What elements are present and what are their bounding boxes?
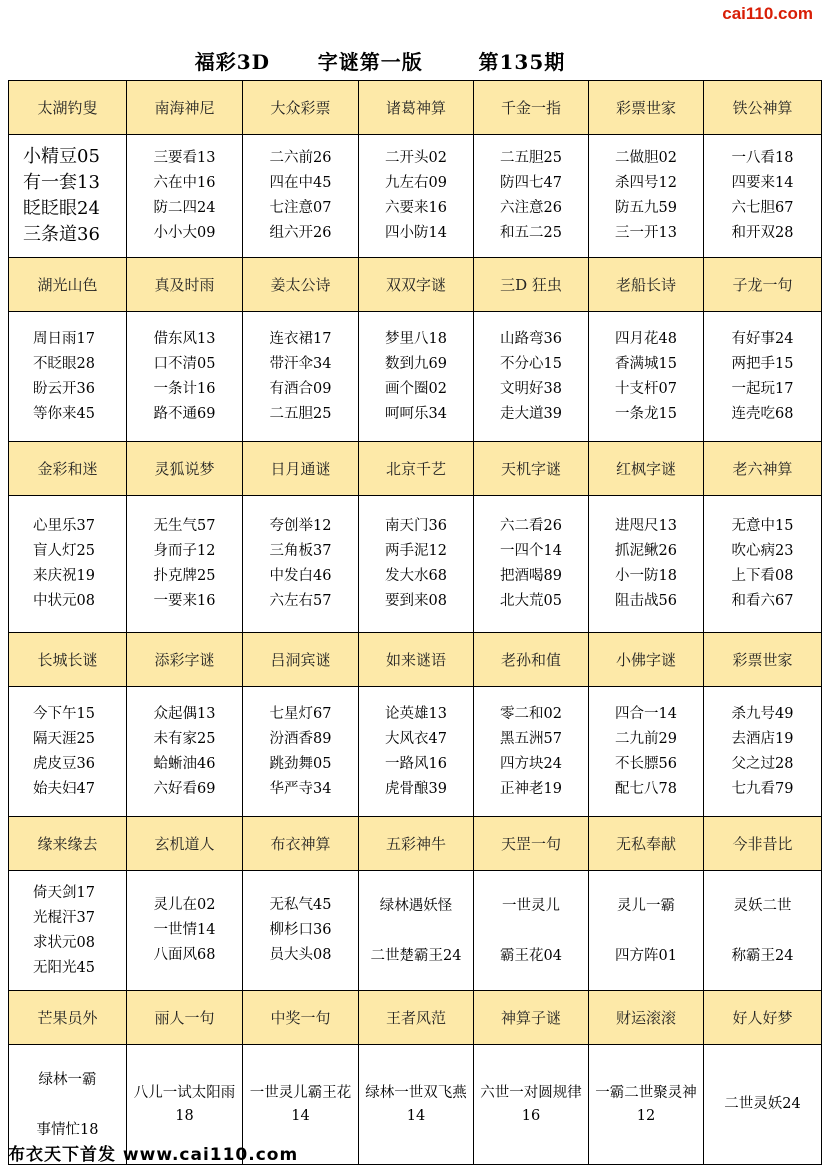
prediction-cell — [359, 871, 474, 991]
prediction-line: 连衣裙17 — [269, 330, 332, 347]
column-header: 今非昔比 — [704, 817, 822, 871]
prediction-line: 无意中15 — [731, 518, 794, 534]
prediction-cell — [359, 1045, 474, 1165]
column-header: 添彩字谜 — [127, 633, 243, 687]
column-header: 财运滚滚 — [589, 991, 704, 1045]
prediction-line: 四合一14 — [615, 705, 677, 722]
prediction-line: 北大荒05 — [500, 593, 562, 609]
prediction-line: 香满城15 — [615, 355, 677, 372]
prediction-line: 身而子12 — [153, 543, 216, 559]
prediction-line: 六二看26 — [500, 518, 562, 534]
prediction-cell — [127, 135, 243, 258]
prediction-line: 九左右09 — [385, 175, 447, 191]
column-header: 彩票世家 — [704, 633, 822, 687]
prediction-line: 七注意07 — [269, 200, 332, 216]
prediction-row — [9, 496, 822, 633]
prediction-line: 求状元08 — [33, 934, 95, 951]
prediction-line: 进咫尺13 — [615, 518, 677, 534]
prediction-line: 二世灵妖24 — [724, 1096, 801, 1112]
prediction-cell — [704, 871, 822, 991]
prediction-row — [9, 312, 822, 442]
prediction-line: 无私气45 — [269, 897, 332, 913]
prediction-row — [9, 135, 822, 258]
prediction-line: 今下午15 — [33, 705, 95, 722]
prediction-line: 论英雄13 — [385, 705, 447, 722]
prediction-cell — [589, 496, 704, 633]
prediction-line: 阻击战56 — [615, 593, 677, 609]
prediction-cell — [127, 496, 243, 633]
prediction-line: 一四个14 — [500, 543, 562, 559]
prediction-cell — [474, 1045, 589, 1165]
footer-watermark: 布衣天下首发 www.cai110.com — [8, 1145, 299, 1165]
prediction-line: 借东风13 — [153, 330, 216, 347]
column-header: 子龙一句 — [704, 258, 822, 312]
prediction-cell — [359, 135, 474, 258]
prediction-line: 无生气57 — [153, 518, 216, 534]
prediction-line: 三条道36 — [23, 224, 100, 245]
column-header: 老六神算 — [704, 442, 822, 496]
prediction-line: 六要来16 — [385, 200, 447, 216]
prediction-line: 正神老19 — [500, 780, 562, 797]
column-header: 红枫字谜 — [589, 442, 704, 496]
prediction-line: 六世一对圆规律16 — [480, 1084, 582, 1124]
prediction-line: 始夫妇47 — [33, 780, 95, 797]
column-header: 如来谜语 — [359, 633, 474, 687]
prediction-line: 吹心病23 — [731, 543, 794, 559]
prediction-line: 口不清05 — [153, 355, 216, 372]
prediction-cell — [474, 496, 589, 633]
prediction-line: 六注意26 — [500, 200, 562, 216]
prediction-line: 隔天涯25 — [33, 730, 95, 747]
column-header: 日月通谜 — [243, 442, 359, 496]
prediction-line: 华严寺34 — [269, 780, 332, 797]
prediction-line: 等你来45 — [33, 405, 95, 422]
prediction-cell — [474, 135, 589, 258]
prediction-line: 二开头02 — [385, 150, 447, 166]
column-header: 铁公神算 — [704, 81, 822, 135]
prediction-cell — [704, 687, 822, 817]
prediction-cell — [9, 135, 127, 258]
prediction-line: 汾酒香89 — [269, 730, 332, 747]
prediction-line: 跳劲舞05 — [269, 755, 332, 772]
prediction-line: 灵妖二世 — [733, 897, 792, 914]
prediction-cell — [127, 871, 243, 991]
prediction-cell — [243, 871, 359, 991]
prediction-line: 防五九59 — [615, 200, 677, 216]
prediction-line: 文明好38 — [500, 380, 562, 397]
prediction-line: 父之过28 — [731, 755, 794, 772]
column-header: 三D 狂虫 — [474, 258, 589, 312]
column-header: 丽人一句 — [127, 991, 243, 1045]
prediction-line: 小一防18 — [615, 568, 677, 584]
prediction-line: 黑五洲57 — [500, 730, 562, 747]
prediction-cell — [243, 135, 359, 258]
prediction-line: 有好事24 — [731, 330, 794, 347]
prediction-line: 虎皮豆36 — [33, 755, 95, 772]
prediction-line: 心里乐37 — [33, 518, 95, 534]
prediction-line: 零二和02 — [500, 705, 562, 722]
prediction-cell — [9, 496, 127, 633]
prediction-line: 四方阵01 — [615, 947, 677, 964]
prediction-line: 呵呵乐34 — [385, 405, 447, 422]
header-row — [9, 81, 822, 135]
prediction-line: 四小防14 — [385, 225, 447, 241]
prediction-line: 一世灵儿霸王花14 — [249, 1084, 352, 1124]
column-header: 小佛字谜 — [589, 633, 704, 687]
column-header: 老孙和值 — [474, 633, 589, 687]
prediction-line: 一世情14 — [153, 922, 216, 938]
column-header: 太湖钓叟 — [9, 81, 127, 135]
prediction-line: 虎骨酿39 — [385, 780, 447, 797]
column-header: 布衣神算 — [243, 817, 359, 871]
prediction-line: 杀九号49 — [731, 705, 794, 722]
column-header: 彩票世家 — [589, 81, 704, 135]
prediction-line: 两手泥12 — [385, 543, 447, 559]
header-row — [9, 258, 822, 312]
prediction-cell — [704, 135, 822, 258]
column-header: 真及时雨 — [127, 258, 243, 312]
prediction-line: 小小大09 — [153, 225, 216, 241]
prediction-line: 要到来08 — [385, 593, 447, 609]
column-header: 天机字谜 — [474, 442, 589, 496]
riddle-table — [8, 80, 822, 1165]
prediction-line: 一起玩17 — [731, 380, 794, 397]
prediction-line: 四要来14 — [731, 175, 794, 191]
prediction-line: 二五胆25 — [269, 405, 332, 422]
prediction-cell — [589, 312, 704, 442]
column-header: 中奖一句 — [243, 991, 359, 1045]
column-header: 北京千艺 — [359, 442, 474, 496]
prediction-cell — [589, 687, 704, 817]
prediction-line: 光棍汗37 — [33, 909, 95, 926]
prediction-line: 灵儿一霸 — [617, 897, 675, 914]
prediction-line: 二做胆02 — [615, 150, 677, 166]
prediction-line: 两把手15 — [731, 355, 794, 372]
column-header: 湖光山色 — [9, 258, 127, 312]
prediction-line: 十支杆07 — [615, 380, 677, 397]
prediction-line: 中状元08 — [33, 593, 95, 609]
prediction-line: 一要来16 — [153, 593, 216, 609]
prediction-line: 梦里八18 — [385, 330, 447, 347]
column-header: 姜太公诗 — [243, 258, 359, 312]
column-header: 南海神尼 — [127, 81, 243, 135]
prediction-line: 夸创举12 — [269, 518, 332, 534]
prediction-line: 六七胆67 — [731, 200, 794, 216]
prediction-line: 霸王花04 — [500, 947, 562, 964]
prediction-line: 事情忙18 — [36, 1121, 99, 1138]
prediction-line: 和看六67 — [731, 593, 794, 609]
prediction-cell — [359, 687, 474, 817]
column-header: 长城长谜 — [9, 633, 127, 687]
prediction-line: 柳杉口36 — [269, 922, 332, 938]
column-header: 缘来缘去 — [9, 817, 127, 871]
prediction-line: 八面风68 — [153, 947, 216, 963]
prediction-cell — [589, 135, 704, 258]
prediction-line: 六好看69 — [153, 780, 216, 797]
prediction-cell — [9, 871, 127, 991]
prediction-line: 有一套13 — [23, 172, 100, 193]
prediction-line: 配七八78 — [615, 780, 677, 797]
prediction-line: 和五二25 — [500, 225, 562, 241]
prediction-cell — [243, 687, 359, 817]
prediction-line: 三角板37 — [269, 543, 332, 559]
prediction-line: 小精豆05 — [23, 146, 100, 167]
prediction-line: 称霸王24 — [731, 947, 794, 964]
prediction-line: 大风衣47 — [385, 730, 447, 747]
prediction-line: 组六开26 — [269, 225, 332, 241]
prediction-line: 一条计16 — [153, 380, 216, 397]
prediction-line: 八儿一试太阳雨18 — [133, 1084, 236, 1124]
prediction-line: 二五胆25 — [500, 150, 562, 166]
prediction-line: 防二四24 — [153, 200, 216, 216]
prediction-line: 无阳光45 — [33, 959, 95, 976]
prediction-line: 一八看18 — [731, 150, 794, 166]
prediction-line: 众起偶13 — [153, 705, 216, 722]
prediction-line: 防四七47 — [500, 175, 562, 191]
prediction-line: 二九前29 — [615, 730, 677, 747]
prediction-line: 三一开13 — [615, 225, 677, 241]
header-row — [9, 817, 822, 871]
prediction-line: 路不通69 — [153, 405, 216, 422]
prediction-line: 不长膘56 — [615, 755, 677, 772]
prediction-cell — [9, 687, 127, 817]
prediction-line: 盲人灯25 — [33, 543, 95, 559]
prediction-cell — [9, 312, 127, 442]
site-link[interactable]: cai110.com — [722, 4, 813, 23]
prediction-cell — [243, 496, 359, 633]
column-header: 吕洞宾谜 — [243, 633, 359, 687]
column-header: 老船长诗 — [589, 258, 704, 312]
prediction-line: 带汗伞34 — [269, 355, 332, 372]
prediction-line: 扑克牌25 — [153, 568, 216, 584]
prediction-line: 把酒喝89 — [500, 568, 562, 584]
prediction-line: 四在中45 — [269, 175, 332, 191]
prediction-line: 杀四号12 — [615, 175, 677, 191]
prediction-cell — [243, 312, 359, 442]
prediction-line: 走大道39 — [500, 405, 562, 422]
prediction-line: 盼云开36 — [33, 380, 95, 397]
prediction-line: 不分心15 — [500, 355, 562, 372]
column-header: 芒果员外 — [9, 991, 127, 1045]
prediction-line: 三要看13 — [153, 150, 216, 166]
prediction-cell — [127, 687, 243, 817]
prediction-cell — [704, 1045, 822, 1165]
prediction-line: 灵儿在02 — [153, 897, 216, 913]
prediction-line: 绿林遇妖怪 — [379, 897, 453, 914]
prediction-line: 有酒合09 — [269, 380, 332, 397]
header-row — [9, 991, 822, 1045]
prediction-line: 山路弯36 — [500, 330, 562, 347]
prediction-line: 画个圈02 — [385, 380, 447, 397]
prediction-cell — [589, 871, 704, 991]
prediction-line: 四月花48 — [615, 330, 677, 347]
prediction-line: 七星灯67 — [269, 705, 332, 722]
prediction-line: 四方块24 — [500, 755, 562, 772]
prediction-cell — [474, 687, 589, 817]
prediction-cell — [359, 496, 474, 633]
column-header: 五彩神牛 — [359, 817, 474, 871]
prediction-line: 中发白46 — [269, 568, 332, 584]
column-header: 诸葛神算 — [359, 81, 474, 135]
prediction-line: 和开双28 — [731, 225, 794, 241]
column-header: 好人好梦 — [704, 991, 822, 1045]
prediction-line: 南天门36 — [385, 518, 447, 534]
column-header: 无私奉献 — [589, 817, 704, 871]
column-header: 大众彩票 — [243, 81, 359, 135]
column-header: 神算子谜 — [474, 991, 589, 1045]
prediction-cell — [359, 312, 474, 442]
prediction-line: 绿林一霸 — [38, 1071, 97, 1088]
prediction-line: 发大水68 — [385, 568, 447, 584]
prediction-line: 七九看79 — [731, 780, 794, 797]
prediction-line: 未有家25 — [153, 730, 216, 747]
prediction-line: 一条龙15 — [615, 405, 677, 422]
header-row — [9, 442, 822, 496]
column-header: 天罡一句 — [474, 817, 589, 871]
page-title: 福彩3D 字谜第一版 第135期 — [194, 50, 566, 74]
column-header: 双双字谜 — [359, 258, 474, 312]
column-header: 灵狐说梦 — [127, 442, 243, 496]
prediction-line: 上下看08 — [731, 568, 794, 584]
prediction-line: 绿林一世双飞燕14 — [365, 1084, 467, 1124]
prediction-cell — [704, 312, 822, 442]
prediction-line: 去酒店19 — [731, 730, 794, 747]
prediction-cell — [474, 312, 589, 442]
prediction-row — [9, 687, 822, 817]
prediction-line: 数到九69 — [385, 355, 447, 372]
prediction-line: 周日雨17 — [33, 330, 95, 347]
column-header: 金彩和迷 — [9, 442, 127, 496]
header-row — [9, 633, 822, 687]
prediction-row — [9, 871, 822, 991]
prediction-line: 六在中16 — [153, 175, 216, 191]
prediction-line: 二世楚霸王24 — [370, 947, 462, 964]
prediction-line: 来庆祝19 — [33, 568, 95, 584]
prediction-line: 一世灵儿 — [502, 897, 560, 914]
prediction-line: 抓泥鳅26 — [615, 543, 677, 559]
prediction-line: 二六前26 — [269, 150, 332, 166]
prediction-line: 员大头08 — [269, 947, 332, 963]
prediction-cell — [589, 1045, 704, 1165]
column-header: 玄机道人 — [127, 817, 243, 871]
prediction-line: 连壳吃68 — [731, 405, 794, 422]
prediction-line: 倚天剑17 — [33, 884, 95, 901]
prediction-cell — [474, 871, 589, 991]
prediction-line: 一路风16 — [385, 755, 447, 772]
column-header: 王者风范 — [359, 991, 474, 1045]
prediction-line: 眨眨眼24 — [23, 198, 100, 219]
prediction-cell — [127, 312, 243, 442]
column-header: 千金一指 — [474, 81, 589, 135]
prediction-line: 不眨眼28 — [33, 355, 95, 372]
prediction-line: 蛤蜥油46 — [153, 755, 216, 772]
prediction-line: 六左右57 — [269, 593, 332, 609]
prediction-line: 一霸二世聚灵神12 — [595, 1084, 697, 1124]
prediction-cell — [704, 496, 822, 633]
